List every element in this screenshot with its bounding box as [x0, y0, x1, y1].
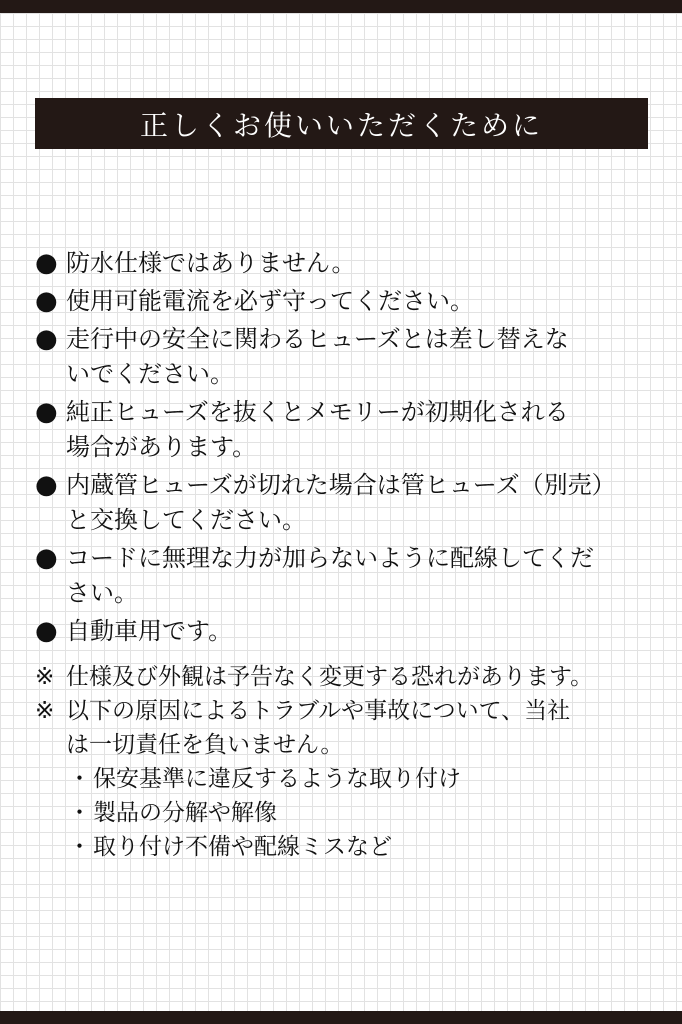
reference-mark-icon: ※ — [35, 664, 55, 690]
top-border-bar — [0, 0, 682, 13]
note-item — [35, 246, 660, 281]
sub-item-text: 製品の分解や解像 — [93, 800, 277, 826]
bullet-icon: ● — [35, 286, 58, 316]
note-item — [35, 395, 660, 465]
middle-dot-icon: ・ — [68, 766, 91, 792]
middle-dot-icon: ・ — [68, 800, 91, 826]
disclaimer-sub-list — [66, 762, 660, 864]
reference-mark-icon: ※ — [35, 698, 55, 724]
remark-item — [35, 694, 660, 762]
sub-item-text: 取り付け不備や配線ミスなど — [93, 834, 392, 860]
middle-dot-icon: ・ — [68, 834, 91, 860]
remark-text: 以下の原因によるトラブルや事故について、当社 は一切責任を負いません。 — [66, 698, 571, 758]
note-text: 自動車用です。 — [66, 617, 233, 645]
note-text: 純正ヒューズを抜くとメモリーが初期化される 場合があります。 — [66, 398, 569, 461]
note-text: 走行中の安全に関わるヒューズとは差し替えな いでください。 — [66, 325, 569, 388]
disclaimer-section — [35, 660, 660, 864]
remark-text: 仕様及び外観は予告なく変更する恐れがあります。 — [66, 664, 594, 690]
bullet-icon: ● — [35, 470, 58, 500]
note-text: 防水仕様ではありません。 — [66, 249, 356, 277]
title-banner — [35, 98, 648, 149]
sub-item — [66, 830, 660, 864]
note-item — [35, 468, 660, 538]
sub-item-text: 保安基準に違反するような取り付け — [93, 766, 461, 792]
usage-notes-list — [35, 246, 660, 649]
bullet-icon: ● — [35, 616, 58, 646]
sub-item — [66, 762, 660, 796]
note-text: 内蔵管ヒューズが切れた場合は管ヒューズ（別売） と交換してください。 — [66, 471, 616, 534]
note-item — [35, 614, 660, 649]
note-text: コードに無理な力が加らないように配線してくだ さい。 — [66, 544, 594, 607]
note-item — [35, 322, 660, 392]
bullet-icon: ● — [35, 397, 58, 427]
remark-item — [35, 660, 660, 694]
bullet-icon: ● — [35, 324, 58, 354]
bottom-border-bar — [0, 1011, 682, 1024]
note-item — [35, 284, 660, 319]
sub-item — [66, 796, 660, 830]
note-text: 使用可能電流を必ず守ってください。 — [66, 287, 474, 315]
bullet-icon: ● — [35, 248, 58, 278]
bullet-icon: ● — [35, 543, 58, 573]
page-title: 正しくお使いいただくために — [139, 108, 543, 142]
note-item — [35, 541, 660, 611]
